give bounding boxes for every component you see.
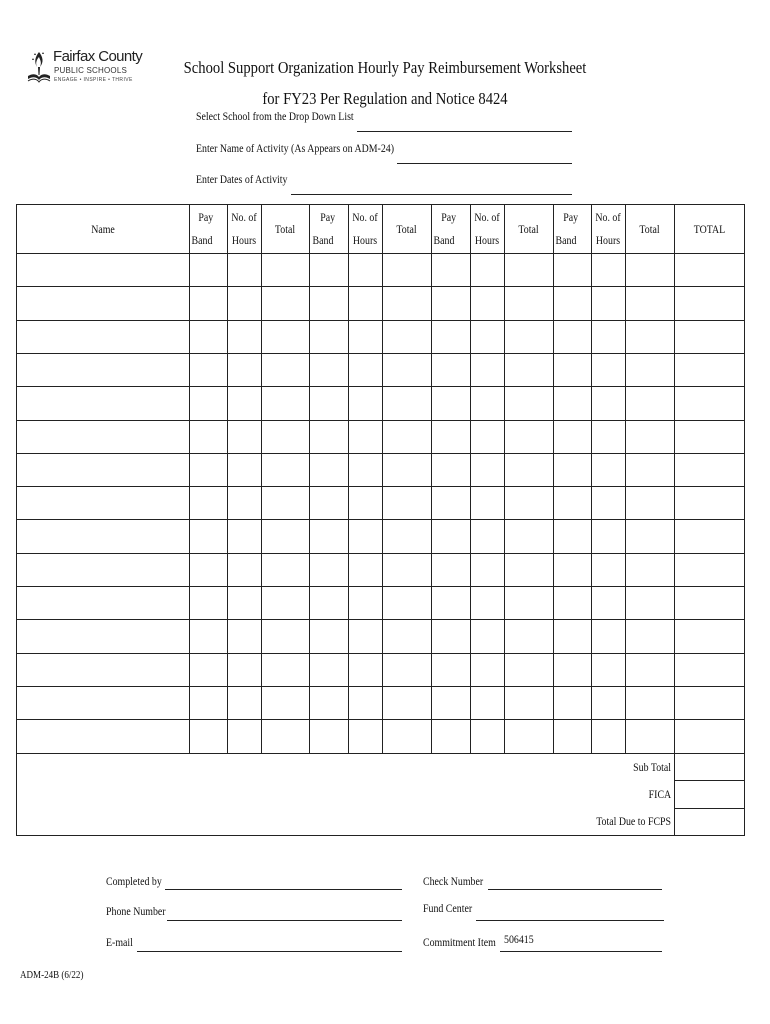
- entry-cell[interactable]: [432, 687, 469, 718]
- entry-cell[interactable]: [383, 487, 430, 518]
- entry-cell[interactable]: [471, 254, 503, 285]
- entry-cell[interactable]: [383, 421, 430, 452]
- entry-cell[interactable]: [554, 254, 590, 285]
- entry-cell[interactable]: [262, 587, 308, 618]
- commitment-item-field[interactable]: [500, 951, 662, 952]
- name-cell[interactable]: [18, 487, 188, 518]
- entry-cell[interactable]: [228, 487, 260, 518]
- logo-name: Fairfax County: [53, 48, 143, 65]
- entry-cell[interactable]: [675, 520, 743, 551]
- phone-label: Phone Number: [106, 906, 166, 918]
- entry-cell[interactable]: [432, 487, 469, 518]
- email-field[interactable]: [137, 951, 402, 952]
- entry-cell[interactable]: [383, 321, 430, 352]
- total-header: Total: [639, 224, 660, 236]
- entry-cell[interactable]: [626, 487, 673, 518]
- pay-band-header: Band: [433, 235, 455, 247]
- entry-cell[interactable]: [190, 321, 226, 352]
- entry-cell[interactable]: [310, 554, 347, 585]
- entry-cell[interactable]: [349, 654, 381, 685]
- entry-cell[interactable]: [383, 720, 430, 751]
- entry-cell[interactable]: [592, 354, 624, 385]
- entry-cell[interactable]: [675, 454, 743, 485]
- entry-cell[interactable]: [310, 287, 347, 318]
- entry-cell[interactable]: [675, 321, 743, 352]
- entry-cell[interactable]: [383, 687, 430, 718]
- entry-cell[interactable]: [592, 321, 624, 352]
- entry-cell[interactable]: [190, 354, 226, 385]
- entry-cell[interactable]: [349, 454, 381, 485]
- entry-cell[interactable]: [592, 454, 624, 485]
- entry-cell[interactable]: [262, 520, 308, 551]
- name-cell[interactable]: [18, 720, 188, 751]
- entry-cell[interactable]: [505, 654, 552, 685]
- entry-cell[interactable]: [505, 454, 552, 485]
- entry-cell[interactable]: [626, 454, 673, 485]
- entry-cell[interactable]: [471, 720, 503, 751]
- entry-cell[interactable]: [262, 554, 308, 585]
- activity-label: Enter Name of Activity (As Appears on ADM-24): [196, 143, 395, 155]
- name-cell[interactable]: [18, 354, 188, 385]
- entry-cell[interactable]: [592, 620, 624, 651]
- total-due-label: Total Due to FCPS: [596, 816, 671, 828]
- entry-cell[interactable]: [432, 720, 469, 751]
- entry-cell[interactable]: [228, 520, 260, 551]
- entry-cell[interactable]: [432, 387, 469, 418]
- entry-cell[interactable]: [228, 321, 260, 352]
- school-label: Select School from the Drop Down List: [196, 111, 354, 123]
- entry-cell[interactable]: [190, 454, 226, 485]
- entry-cell[interactable]: [505, 520, 552, 551]
- entry-cell[interactable]: [310, 520, 347, 551]
- entry-cell[interactable]: [626, 620, 673, 651]
- name-cell[interactable]: [18, 254, 188, 285]
- entry-cell[interactable]: [228, 387, 260, 418]
- entry-cell[interactable]: [349, 387, 381, 418]
- entry-cell[interactable]: [310, 387, 347, 418]
- entry-cell[interactable]: [190, 687, 226, 718]
- entry-cell[interactable]: [349, 354, 381, 385]
- page-title-line-2: for FY23 Per Regulation and Notice 8424: [262, 89, 508, 108]
- fund-center-label: Fund Center: [423, 903, 473, 915]
- entry-cell[interactable]: [432, 654, 469, 685]
- name-cell[interactable]: [18, 687, 188, 718]
- entry-cell[interactable]: [592, 554, 624, 585]
- hours-header: No. of: [474, 212, 500, 224]
- entry-cell[interactable]: [554, 687, 590, 718]
- entry-cell[interactable]: [228, 287, 260, 318]
- row-divider: [17, 753, 744, 754]
- entry-cell[interactable]: [262, 321, 308, 352]
- entry-cell[interactable]: [383, 654, 430, 685]
- entry-cell[interactable]: [471, 421, 503, 452]
- fund-center-field[interactable]: [476, 920, 664, 921]
- commitment-item-value: 506415: [504, 934, 534, 946]
- total-header: Total: [274, 224, 296, 236]
- entry-cell[interactable]: [626, 720, 673, 751]
- entry-cell[interactable]: [310, 421, 347, 452]
- entry-cell[interactable]: [471, 387, 503, 418]
- entry-cell[interactable]: [228, 687, 260, 718]
- entry-cell[interactable]: [471, 520, 503, 551]
- entry-cell[interactable]: [471, 287, 503, 318]
- entry-cell[interactable]: [190, 720, 226, 751]
- entry-cell[interactable]: [383, 254, 430, 285]
- entry-cell[interactable]: [310, 321, 347, 352]
- entry-cell[interactable]: [505, 554, 552, 585]
- entry-cell[interactable]: [626, 687, 673, 718]
- entry-cell[interactable]: [675, 387, 743, 418]
- dates-field[interactable]: [291, 194, 572, 195]
- pay-band-header: Pay: [198, 212, 214, 224]
- entry-cell[interactable]: [626, 421, 673, 452]
- email-label: E-mail: [106, 937, 133, 949]
- entry-cell[interactable]: [505, 354, 552, 385]
- entry-cell[interactable]: [190, 254, 226, 285]
- pay-band-header: Pay: [320, 212, 336, 224]
- entry-cell[interactable]: [592, 720, 624, 751]
- entry-cell[interactable]: [228, 254, 260, 285]
- entry-cell[interactable]: [626, 554, 673, 585]
- entry-cell[interactable]: [592, 387, 624, 418]
- name-cell[interactable]: [18, 421, 188, 452]
- entry-cell[interactable]: [190, 487, 226, 518]
- torch-book-icon: [26, 48, 52, 88]
- entry-cell[interactable]: [310, 620, 347, 651]
- entry-cell[interactable]: [471, 587, 503, 618]
- entry-cell[interactable]: [505, 321, 552, 352]
- entry-cell[interactable]: [432, 354, 469, 385]
- entry-cell[interactable]: [554, 421, 590, 452]
- entry-cell[interactable]: [592, 287, 624, 318]
- entry-cell[interactable]: [310, 487, 347, 518]
- completed-by-label: Completed by: [106, 876, 162, 888]
- pay-band-header: Band: [312, 235, 334, 247]
- entry-cell[interactable]: [262, 387, 308, 418]
- entry-cell[interactable]: [190, 387, 226, 418]
- entry-cell[interactable]: [471, 554, 503, 585]
- entry-cell[interactable]: [432, 454, 469, 485]
- entry-cell[interactable]: [471, 487, 503, 518]
- hours-header: Hours: [231, 235, 257, 247]
- entry-cell[interactable]: [554, 454, 590, 485]
- completed-by-field[interactable]: [165, 889, 402, 890]
- page-title-line-1: School Support Organization Hourly Pay Reimbursement Worksheet: [183, 58, 587, 77]
- entry-cell[interactable]: [349, 554, 381, 585]
- entry-cell[interactable]: [262, 354, 308, 385]
- entry-cell[interactable]: [505, 287, 552, 318]
- entry-cell[interactable]: [554, 487, 590, 518]
- entry-cell[interactable]: [310, 720, 347, 751]
- entry-cell[interactable]: [190, 654, 226, 685]
- entry-cell[interactable]: [675, 254, 743, 285]
- entry-cell[interactable]: [592, 421, 624, 452]
- entry-cell[interactable]: [349, 254, 381, 285]
- entry-cell[interactable]: [432, 554, 469, 585]
- entry-cell[interactable]: [592, 520, 624, 551]
- entry-cell[interactable]: [349, 687, 381, 718]
- entry-cell[interactable]: [626, 387, 673, 418]
- commitment-item-label: Commitment Item: [423, 937, 496, 949]
- name-cell[interactable]: [18, 321, 188, 352]
- fica-label: FICA: [648, 789, 671, 801]
- entry-cell[interactable]: [675, 487, 743, 518]
- hours-header: No. of: [231, 212, 257, 224]
- entry-cell[interactable]: [471, 620, 503, 651]
- entry-cell[interactable]: [228, 554, 260, 585]
- entry-cell[interactable]: [554, 554, 590, 585]
- entry-cell[interactable]: [471, 354, 503, 385]
- entry-cell[interactable]: [505, 487, 552, 518]
- entry-cell[interactable]: [228, 720, 260, 751]
- entry-cell[interactable]: [310, 354, 347, 385]
- entry-cell[interactable]: [432, 520, 469, 551]
- entry-cell[interactable]: [554, 321, 590, 352]
- hours-header: No. of: [352, 212, 378, 224]
- entry-cell[interactable]: [626, 654, 673, 685]
- entry-cell[interactable]: [592, 587, 624, 618]
- entry-cell[interactable]: [592, 254, 624, 285]
- entry-cell[interactable]: [310, 654, 347, 685]
- hours-header: Hours: [352, 235, 378, 247]
- entry-cell[interactable]: [190, 520, 226, 551]
- entry-cell[interactable]: [349, 487, 381, 518]
- entry-cell[interactable]: [505, 254, 552, 285]
- entry-cell[interactable]: [592, 687, 624, 718]
- logo-subtitle: PUBLIC SCHOOLS: [54, 66, 128, 75]
- entry-cell[interactable]: [262, 421, 308, 452]
- worksheet-table: [16, 204, 745, 836]
- fica-cell[interactable]: [676, 781, 743, 807]
- entry-cell[interactable]: [471, 454, 503, 485]
- sub-total-label: Sub Total: [633, 762, 671, 774]
- entry-cell[interactable]: [383, 587, 430, 618]
- pay-band-header: Band: [191, 235, 213, 247]
- entry-cell[interactable]: [505, 587, 552, 618]
- entry-cell[interactable]: [228, 454, 260, 485]
- entry-cell[interactable]: [554, 587, 590, 618]
- entry-cell[interactable]: [554, 654, 590, 685]
- entry-cell[interactable]: [626, 254, 673, 285]
- entry-cell[interactable]: [190, 554, 226, 585]
- entry-cell[interactable]: [383, 620, 430, 651]
- entry-cell[interactable]: [262, 254, 308, 285]
- entry-cell[interactable]: [190, 421, 226, 452]
- name-cell[interactable]: [18, 454, 188, 485]
- name-cell[interactable]: [18, 620, 188, 651]
- entry-cell[interactable]: [383, 287, 430, 318]
- entry-cell[interactable]: [228, 620, 260, 651]
- entry-cell[interactable]: [554, 354, 590, 385]
- form-id: ADM-24B (6/22): [20, 970, 84, 981]
- entry-cell[interactable]: [675, 687, 743, 718]
- name-cell[interactable]: [18, 554, 188, 585]
- name-cell[interactable]: [18, 520, 188, 551]
- entry-cell[interactable]: [383, 554, 430, 585]
- check-number-field[interactable]: [488, 889, 662, 890]
- entry-cell[interactable]: [383, 387, 430, 418]
- entry-cell[interactable]: [505, 620, 552, 651]
- entry-cell[interactable]: [505, 387, 552, 418]
- entry-cell[interactable]: [554, 620, 590, 651]
- name-cell[interactable]: [18, 387, 188, 418]
- entry-cell[interactable]: [592, 487, 624, 518]
- entry-cell[interactable]: [432, 321, 469, 352]
- entry-cell[interactable]: [675, 620, 743, 651]
- entry-cell[interactable]: [310, 254, 347, 285]
- entry-cell[interactable]: [554, 287, 590, 318]
- pay-band-header: Pay: [563, 212, 579, 224]
- logo-tagline: ENGAGE • INSPIRE • THRIVE: [54, 77, 133, 83]
- total-header: Total: [518, 224, 539, 236]
- entry-cell[interactable]: [262, 654, 308, 685]
- entry-cell[interactable]: [626, 321, 673, 352]
- entry-cell[interactable]: [626, 354, 673, 385]
- dates-label: Enter Dates of Activity: [196, 174, 288, 186]
- hours-header: No. of: [595, 212, 621, 224]
- hours-header: Hours: [595, 235, 621, 247]
- entry-cell[interactable]: [675, 421, 743, 452]
- fcps-logo: [26, 48, 143, 90]
- entry-cell[interactable]: [383, 354, 430, 385]
- activity-field[interactable]: [397, 163, 572, 164]
- check-number-label: Check Number: [423, 876, 484, 888]
- footer-divider: [674, 753, 675, 836]
- entry-cell[interactable]: [228, 654, 260, 685]
- entry-cell[interactable]: [505, 687, 552, 718]
- entry-cell[interactable]: [190, 587, 226, 618]
- entry-cell[interactable]: [349, 287, 381, 318]
- school-dropdown[interactable]: [357, 131, 572, 132]
- entry-cell[interactable]: [675, 554, 743, 585]
- entry-cell[interactable]: [675, 720, 743, 751]
- name-cell[interactable]: [18, 654, 188, 685]
- sub-total-cell[interactable]: [676, 754, 743, 780]
- entry-cell[interactable]: [262, 487, 308, 518]
- entry-cell[interactable]: [310, 687, 347, 718]
- entry-cell[interactable]: [349, 321, 381, 352]
- entry-cell[interactable]: [349, 587, 381, 618]
- entry-cell[interactable]: [471, 321, 503, 352]
- entry-cell[interactable]: [349, 720, 381, 751]
- entry-cell[interactable]: [432, 620, 469, 651]
- entry-cell[interactable]: [228, 354, 260, 385]
- entry-cell[interactable]: [262, 687, 308, 718]
- entry-cell[interactable]: [592, 654, 624, 685]
- entry-cell[interactable]: [554, 720, 590, 751]
- entry-cell[interactable]: [675, 587, 743, 618]
- entry-cell[interactable]: [383, 520, 430, 551]
- entry-cell[interactable]: [432, 587, 469, 618]
- entry-cell[interactable]: [626, 520, 673, 551]
- entry-cell[interactable]: [471, 654, 503, 685]
- entry-cell[interactable]: [675, 354, 743, 385]
- entry-cell[interactable]: [228, 587, 260, 618]
- pay-band-header: Band: [555, 235, 577, 247]
- entry-cell[interactable]: [505, 421, 552, 452]
- total-header: Total: [396, 224, 417, 236]
- entry-cell[interactable]: [190, 287, 226, 318]
- entry-cell[interactable]: [675, 654, 743, 685]
- hours-header: Hours: [474, 235, 500, 247]
- entry-cell[interactable]: [349, 620, 381, 651]
- entry-cell[interactable]: [432, 421, 469, 452]
- entry-cell[interactable]: [349, 520, 381, 551]
- entry-cell[interactable]: [554, 387, 590, 418]
- entry-cell[interactable]: [262, 620, 308, 651]
- entry-cell[interactable]: [262, 454, 308, 485]
- entry-cell[interactable]: [228, 421, 260, 452]
- entry-cell[interactable]: [626, 287, 673, 318]
- entry-cell[interactable]: [190, 620, 226, 651]
- entry-cell[interactable]: [675, 287, 743, 318]
- entry-cell[interactable]: [310, 587, 347, 618]
- entry-cell[interactable]: [310, 454, 347, 485]
- name-header: Name: [91, 224, 115, 236]
- grand-total-header: TOTAL: [693, 224, 726, 236]
- name-cell[interactable]: [18, 287, 188, 318]
- entry-cell[interactable]: [262, 720, 308, 751]
- entry-cell[interactable]: [626, 587, 673, 618]
- entry-cell[interactable]: [505, 720, 552, 751]
- entry-cell[interactable]: [383, 454, 430, 485]
- entry-cell[interactable]: [432, 254, 469, 285]
- total-due-cell[interactable]: [676, 809, 743, 835]
- pay-band-header: Pay: [441, 212, 457, 224]
- entry-cell[interactable]: [432, 287, 469, 318]
- entry-cell[interactable]: [554, 520, 590, 551]
- entry-cell[interactable]: [471, 687, 503, 718]
- name-cell[interactable]: [18, 587, 188, 618]
- entry-cell[interactable]: [262, 287, 308, 318]
- entry-cell[interactable]: [349, 421, 381, 452]
- phone-field[interactable]: [167, 920, 402, 921]
